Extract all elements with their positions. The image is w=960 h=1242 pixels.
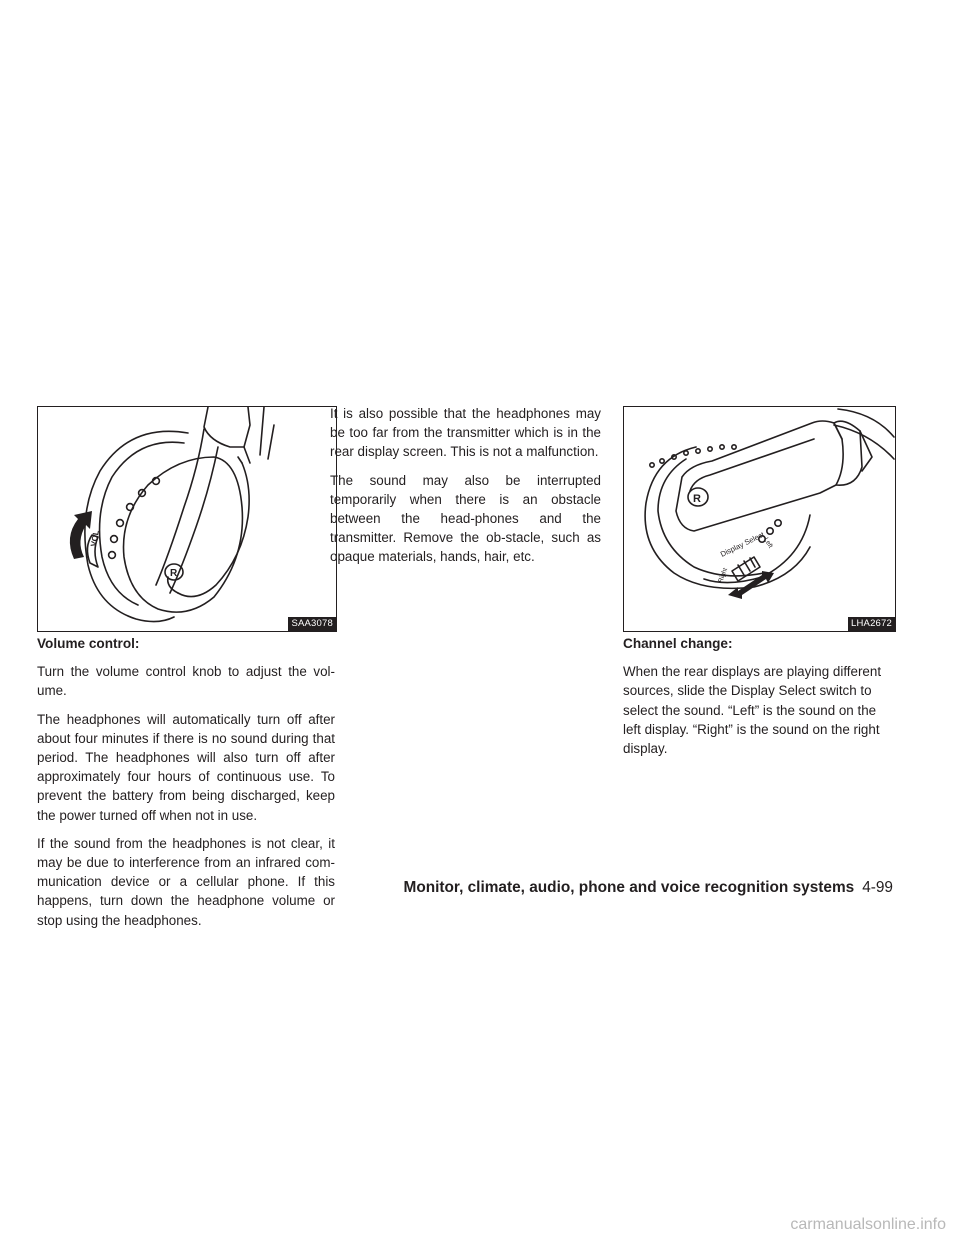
section-heading: Channel change:	[623, 636, 733, 651]
paragraph: When the rear displays are playing different sources, slide the Display Select switch to select the sound. “Left” is the sound on the left display. “Right” is the sound on the right display.	[623, 664, 882, 757]
paragraph: It is also possible that the headphones may be too far from the transmitter which is in the rear display screen. This is not a malfunction.	[330, 406, 601, 460]
vol-label: VOL	[89, 529, 101, 548]
paragraph: Turn the volume control knob to adjust the vol-ume.	[37, 664, 335, 699]
column-channel-change	[623, 634, 894, 767]
right-label: Right	[717, 567, 730, 584]
figure-volume-control	[37, 406, 337, 632]
figure-id: LHA2672	[848, 617, 895, 631]
paragraph: The headphones will automatically turn off after about four minutes if there is no sound during that period. The headphones will also turn off after approximately four hours of continuous use. To prevent the battery from being discharged, keep the power turned off when not in use.	[37, 711, 335, 823]
headphone-volume-illustration	[38, 407, 336, 631]
watermark: carmanualsonline.info	[790, 1216, 946, 1233]
page-number: 4-99	[862, 879, 893, 896]
figure-channel-change	[623, 406, 896, 632]
paragraph: If the sound from the headphones is not clear, it may be due to interference from an infrared com-munication device or a cellular phone. If this happens, turn down the headphone volume or stop using the headphones.	[37, 835, 335, 928]
logo-mark: R	[693, 493, 701, 505]
page-footer	[0, 879, 893, 897]
logo-mark: R	[170, 568, 178, 579]
column-interference	[330, 404, 601, 576]
figure-id: SAA3078	[288, 617, 336, 631]
left-label: Left	[762, 536, 774, 550]
headphone-display-select-illustration	[624, 407, 895, 631]
display-select-label: Display Select	[718, 529, 766, 559]
section-title: Monitor, climate, audio, phone and voice recognition systems	[403, 879, 855, 896]
paragraph: The sound may also be interrupted temporarily when there is an obstacle between the head-phones and the transmitter. Remove the ob-stacle, such as opaque materials, hands, hair, etc.	[330, 472, 601, 565]
section-heading: Volume control:	[37, 636, 140, 651]
